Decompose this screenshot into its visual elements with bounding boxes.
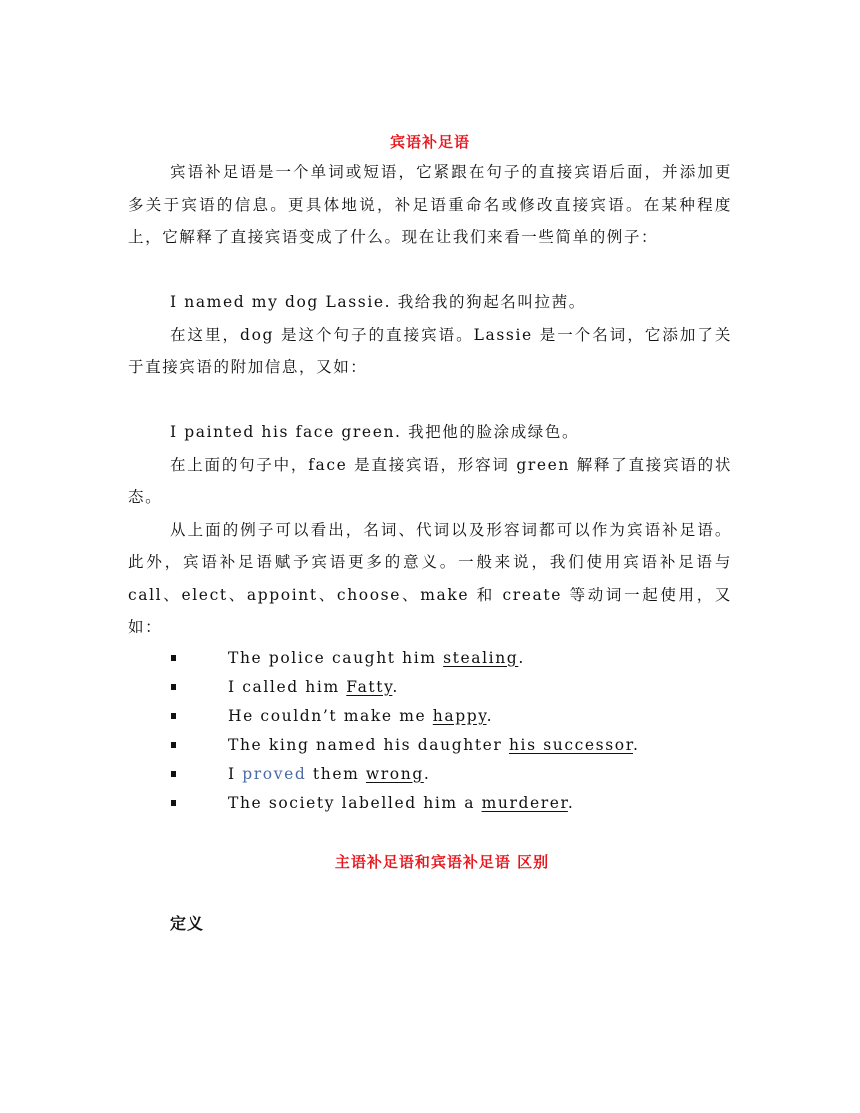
square-bullet-icon (171, 713, 176, 719)
spacer (128, 876, 732, 910)
bullet-punct: . (567, 793, 575, 812)
subheading-definition: 定义 (170, 913, 205, 933)
complement-underlined: murderer (481, 793, 568, 812)
square-bullet-icon (171, 800, 176, 806)
blank-line (128, 384, 732, 417)
bullet-item (128, 644, 732, 673)
bullet-item (128, 731, 732, 760)
complement-underlined: happy (432, 706, 487, 725)
complement-underlined: Fatty (346, 677, 393, 696)
section-title-2: 主语补足语和宾语补足语 区别 (334, 852, 550, 871)
bullet-punct: . (486, 706, 494, 725)
square-bullet-icon (171, 684, 176, 690)
explanation-paragraph-1: 在这里，dog 是这个句子的直接宾语。Lassie 是一个名词，它添加了关于直接宾语的附加信息，又如： (128, 325, 732, 376)
bullet-item (128, 789, 732, 818)
highlighted-verb: proved (242, 764, 307, 783)
bullet-item (128, 760, 732, 789)
explanation-paragraph-2: 在上面的句子中，face 是直接宾语，形容词 green 解释了直接宾语的状态。 (128, 455, 732, 506)
summary-paragraph: 从上面的例子可以看出，名词、代词以及形容词都可以作为宾语补足语。此外，宾语补足语赋予宾语更多的意义。一般来说，我们使用宾语补足语与 call、elect、appoint、choose、make 和 create 等动词一起使用，又如： (128, 520, 732, 636)
example-sentence-1: I named my dog Lassie. 我给我的狗起名叫拉茜。 (170, 293, 586, 311)
bullet-text: The society labelled him a (228, 793, 482, 812)
bullet-item (128, 702, 732, 731)
spacer (128, 818, 732, 848)
document-content (128, 128, 732, 938)
section-title: 宾语补足语 (389, 133, 470, 151)
bullet-text: I (228, 764, 243, 783)
bullet-text: The police caught him (228, 648, 444, 667)
bullet-item (128, 673, 732, 702)
bullet-text: He couldn’t make me (228, 706, 433, 725)
example-bullet-list (128, 644, 732, 818)
bullet-text: them (306, 764, 366, 783)
complement-underlined: his successor (508, 735, 634, 754)
bullet-punct: . (423, 764, 431, 783)
bullet-punct: . (392, 677, 399, 696)
bullet-text: I called him (228, 677, 347, 696)
bullet-punct: . (518, 648, 525, 667)
example-sentence-2: I painted his face green. 我把他的脸涂成绿色。 (170, 423, 580, 441)
blank-line (128, 254, 732, 287)
square-bullet-icon (171, 655, 176, 661)
bullet-punct: . (633, 735, 640, 754)
complement-underlined: stealing (443, 648, 519, 667)
square-bullet-icon (171, 742, 176, 748)
complement-underlined: wrong (365, 764, 424, 783)
intro-paragraph: 宾语补足语是一个单词或短语，它紧跟在句子的直接宾语后面，并添加更多关于宾语的信息。更具体地说，补足语重命名或修改直接宾语。在某种程度上，它解释了直接宾语变成了什么。现在让我们来看一些简单的例子： (128, 163, 732, 246)
square-bullet-icon (171, 771, 176, 777)
bullet-text: The king named his daughter (228, 735, 509, 754)
